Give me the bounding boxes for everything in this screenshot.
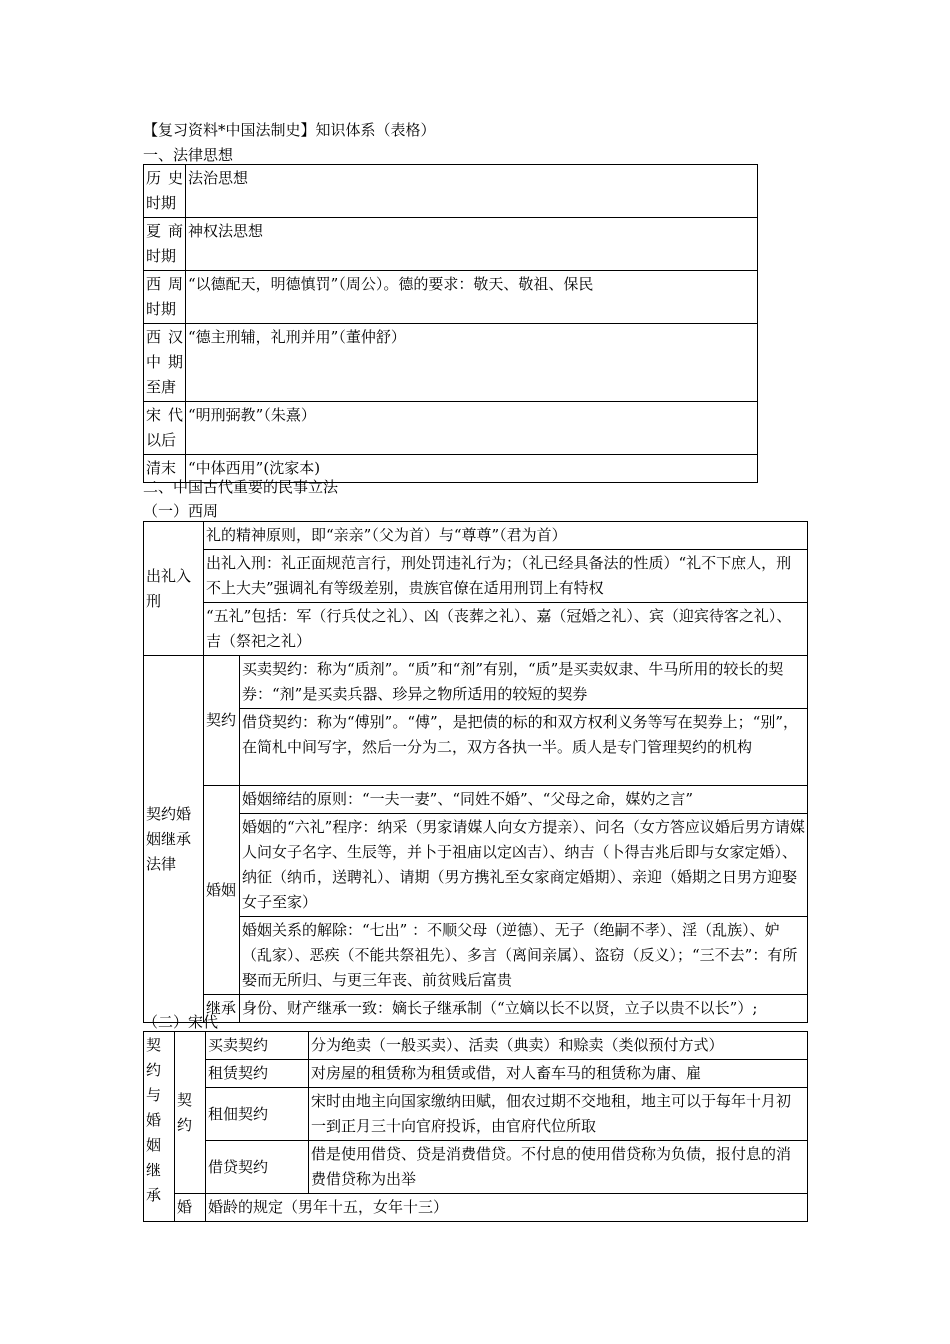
subsection-heading-xizhou: （一）西周 [143,502,219,520]
table-row [144,324,758,402]
legal-thought-table [143,164,758,483]
content-cell: 婚龄的规定（男年十五，女年十三） [206,1194,808,1222]
table-row [144,814,808,917]
table-row [144,165,758,218]
table-row [144,550,808,603]
table-row [144,603,808,656]
table-row [144,995,808,1023]
table-row [144,709,808,786]
thought-cell: “德主刑辅，礼刑并用”（董仲舒） [186,324,758,402]
table-row [144,1194,808,1222]
period-cell: 清末 [144,455,186,483]
category-cell: 契约与婚姻继承 [144,1032,175,1222]
content-cell: “五礼”包括：军（行兵仗之礼）、凶（丧葬之礼）、嘉（冠婚之礼）、宾（迎宾待客之礼）、吉（祭祀之礼） [204,603,808,656]
content-cell: 借贷契约：称为“傅别”。“傅”，是把债的标的和双方权利义务等写在契券上；“别”，在简札中间写字，然后一分为二，双方各执一半。质人是专门管理契约的机构 [240,709,808,786]
content-cell: 买卖契约：称为“质剂”。“质”和“剂”有别，“质”是买卖奴隶、牛马所用的较长的契券：“剂”是买卖兵器、珍异之物所适用的较短的契券 [240,656,808,709]
period-cell: 历史时期 [144,165,186,218]
thought-cell: 法治思想 [186,165,758,218]
section-heading-civil-legislation: 二、中国古代重要的民事立法 [143,478,339,496]
content-cell: 婚姻关系的解除：“七出” ：不顺父母（逆德）、无子（绝嗣不孝）、淫（乱族）、妒（乱家）、恶疾（不能共祭祖先）、多言（离间亲属）、盗窃（反义）；“三不去”：有所娶而无所归、与更三年丧、前贫贱后富贵 [240,917,808,995]
period-cell: 西周时期 [144,271,186,324]
table-row [144,786,808,814]
content-cell: 礼的精神原则，即“亲亲”（父为首）与“尊尊”（君为首） [204,522,808,550]
contract-type-cell: 借贷契约 [206,1141,309,1194]
period-cell: 宋代以后 [144,402,186,455]
document-title: 【复习资料*中国法制史】知识体系（表格） [143,121,436,139]
subcategory-cell: 契约 [175,1032,206,1194]
table-row [144,1060,808,1088]
content-cell: 借是使用借贷、贷是消费借贷。不付息的使用借贷称为负债，报付息的消费借贷称为出举 [309,1141,808,1194]
period-cell: 夏商时期 [144,218,186,271]
content-cell: 宋时由地主向国家缴纳田赋，佃农过期不交地租，地主可以于每年十月初一到正月三十向官府投诉，由官府代位所取 [309,1088,808,1141]
table-row [144,218,758,271]
table-row [144,271,758,324]
table-row [144,1141,808,1194]
content-cell: 对房屋的租赁称为租赁或借，对人畜车马的租赁称为庸、雇 [309,1060,808,1088]
table-row [144,917,808,995]
content-cell: 婚姻缔结的原则：“一夫一妻”、“同姓不婚”、“父母之命，媒妁之言” [240,786,808,814]
song-table [143,1031,808,1222]
contract-type-cell: 租赁契约 [206,1060,309,1088]
thought-cell: “明刑弼教”（朱熹） [186,402,758,455]
content-cell: 身份、财产继承一致：嫡长子继承制（“立嫡以长不以贤，立子以贵不以长”）; [240,995,808,1023]
table-row [144,402,758,455]
section-heading-legal-thought: 一、法律思想 [143,146,234,164]
content-cell: 分为绝卖（一般买卖）、活卖（典卖）和赊卖（类似预付方式） [309,1032,808,1060]
subcategory-cell: 继承 [204,995,240,1023]
table-row [144,656,808,709]
thought-cell: 神权法思想 [186,218,758,271]
table-row [144,1088,808,1141]
content-cell: 婚姻的“六礼”程序：纳采（男家请媒人向女方提亲）、问名（女方答应议婚后男方请媒人问女子名字、生辰等，并卜于祖庙以定凶吉）、纳吉（卜得吉兆后即与女家定婚）、纳征（纳币，送聘礼）、请期（男方携礼至女家商定婚期）、亲迎（婚期之日男方迎娶女子至家） [240,814,808,917]
contract-type-cell: 租佃契约 [206,1088,309,1141]
table-row [144,522,808,550]
subcategory-cell: 契约 [204,656,240,786]
category-cell: 出礼入刑 [144,522,204,656]
table-row [144,1032,808,1060]
contract-type-cell: 买卖契约 [206,1032,309,1060]
xizhou-table [143,521,808,1023]
period-cell: 西汉中期至唐 [144,324,186,402]
subcategory-cell: 婚姻 [204,786,240,995]
thought-cell: “中体西用”(沈家本) [186,455,758,483]
content-cell: 出礼入刑：礼正面规范言行，刑处罚违礼行为；（礼已经具备法的性质）“礼不下庶人，刑不上大夫”强调礼有等级差别，贵族官僚在适用刑罚上有特权 [204,550,808,603]
subcategory-cell: 婚 [175,1194,206,1222]
category-cell: 契约婚姻继承法律 [144,656,204,1023]
subsection-heading-song: （二）宋代 [143,1013,219,1031]
thought-cell: “以德配天，明德慎罚”（周公）。德的要求：敬天、敬祖、保民 [186,271,758,324]
